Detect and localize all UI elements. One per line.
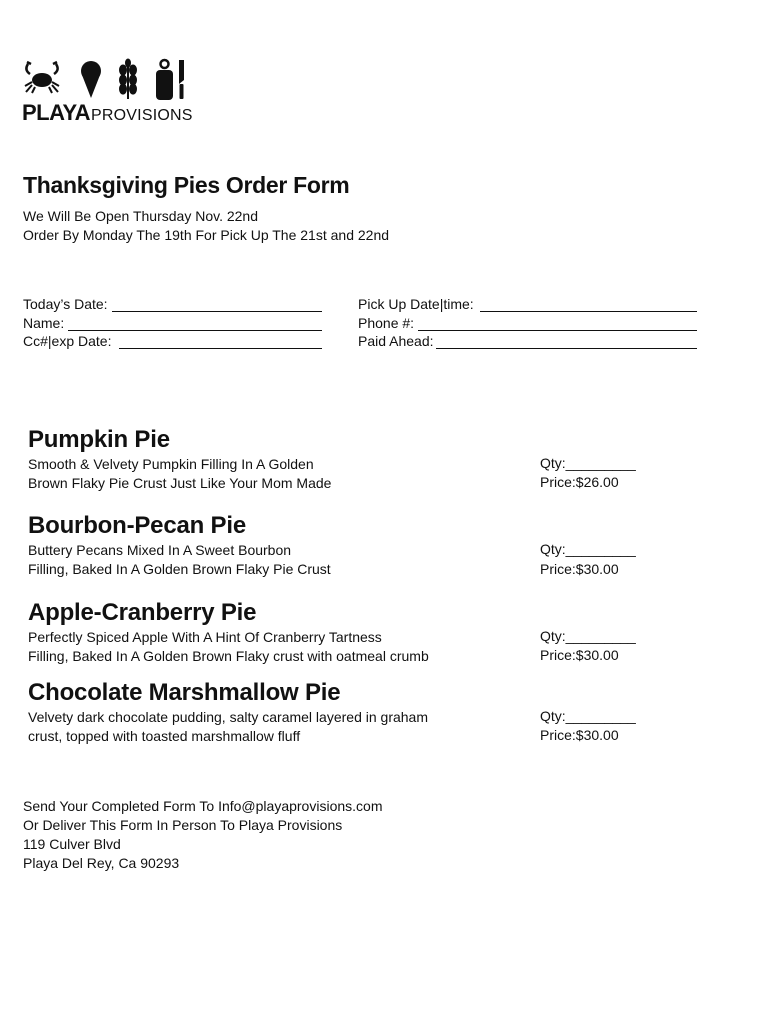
footer-contact — [23, 797, 382, 873]
pie-description-line: Velvety dark chocolate pudding, salty caramel layered in graham — [28, 709, 428, 725]
form-title: Thanksgiving Pies Order Form — [23, 172, 350, 198]
field-label: Today’s Date: — [23, 296, 108, 312]
pickup-date-time-field[interactable] — [358, 294, 697, 312]
pie-name-bourbon-pecan: Bourbon-Pecan Pie — [28, 512, 246, 539]
pie-description — [28, 708, 428, 746]
pie-description-line: crust, topped with toasted marshmallow fluff — [28, 728, 301, 744]
footer-line: Send Your Completed Form To Info@playaprovisions.com — [23, 798, 383, 814]
pie-qty-field[interactable]: Qty:_________ — [540, 628, 636, 644]
pie-description — [28, 541, 331, 579]
pie-price: Price:$26.00 — [540, 474, 619, 490]
pie-name-pumpkin: Pumpkin Pie — [28, 426, 170, 453]
wheat-icon — [120, 59, 137, 99]
pie-price: Price:$30.00 — [540, 727, 619, 743]
brand-logo — [22, 58, 192, 128]
footer-line: Or Deliver This Form In Person To Playa Provisions — [23, 817, 343, 833]
brand-wordmark — [22, 102, 193, 124]
name-field[interactable] — [23, 313, 322, 331]
pie-description-line: Buttery Pecans Mixed In A Sweet Bourbon — [28, 542, 292, 558]
ice-cream-cone-icon — [81, 61, 101, 98]
crab-icon — [25, 62, 59, 93]
field-blank-line[interactable] — [480, 297, 697, 312]
pie-description-line: Brown Flaky Pie Crust Just Like Your Mom Made — [28, 475, 332, 491]
field-label: Pick Up Date|time: — [358, 296, 474, 312]
field-label: Phone #: — [358, 315, 415, 331]
subtitle-line: We Will Be Open Thursday Nov. 22nd — [23, 208, 258, 224]
field-blank-line[interactable] — [436, 334, 697, 349]
pie-description-line: Perfectly Spiced Apple With A Hint Of Cranberry Tartness — [28, 629, 382, 645]
footer-line: Playa Del Rey, Ca 90293 — [23, 855, 180, 871]
phone-field[interactable] — [358, 313, 697, 331]
field-blank-line[interactable] — [68, 316, 322, 331]
pie-description-line: Filling, Baked In A Golden Brown Flaky Pie Crust — [28, 561, 331, 577]
brand-name-light: PROVISIONS — [91, 107, 193, 124]
pie-name-apple-cranberry: Apple-Cranberry Pie — [28, 599, 257, 626]
pie-name-chocolate-marshmallow: Chocolate Marshmallow Pie — [28, 679, 341, 706]
paid-ahead-field[interactable] — [358, 331, 697, 349]
pie-description — [28, 628, 429, 666]
pie-description-line: Smooth & Velvety Pumpkin Filling In A Golden — [28, 456, 314, 472]
subtitle-line: Order By Monday The 19th For Pick Up The 21st and 22nd — [23, 227, 390, 243]
footer-line: 119 Culver Blvd — [23, 836, 121, 852]
todays-date-field[interactable] — [23, 294, 322, 312]
brand-name-bold: PLAYA — [22, 100, 91, 125]
cc-exp-date-field[interactable] — [23, 331, 322, 349]
pie-description-line: Filling, Baked In A Golden Brown Flaky crust with oatmeal crumb — [28, 648, 429, 664]
field-blank-line[interactable] — [112, 297, 322, 312]
logo-icons — [22, 58, 192, 100]
field-label: Name: — [23, 315, 65, 331]
pie-qty-field[interactable]: Qty:_________ — [540, 541, 636, 557]
cutting-board-knife-icon — [156, 60, 184, 100]
pie-price: Price:$30.00 — [540, 561, 619, 577]
field-blank-line[interactable] — [119, 334, 322, 349]
field-blank-line[interactable] — [418, 316, 697, 331]
field-label: Paid Ahead: — [358, 333, 434, 349]
pie-price: Price:$30.00 — [540, 647, 619, 663]
pie-qty-field[interactable]: Qty:_________ — [540, 708, 636, 724]
pie-description — [28, 455, 331, 493]
field-label: Cc#|exp Date: — [23, 333, 112, 349]
pie-qty-field[interactable]: Qty:_________ — [540, 455, 636, 471]
